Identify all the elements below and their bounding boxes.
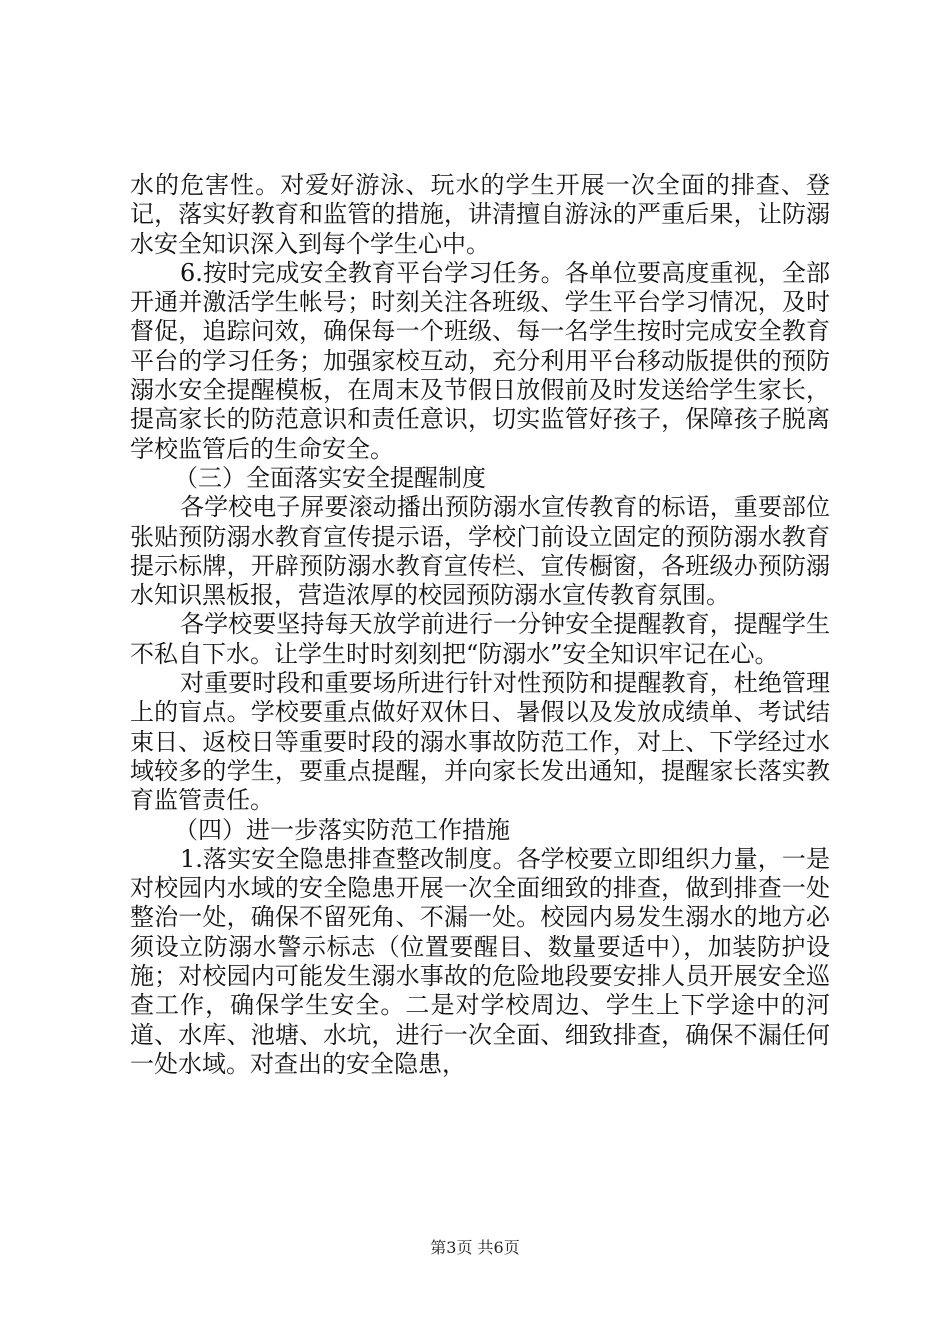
paragraph-item-1: 1.落实安全隐患排查整改制度。各学校要立即组织力量，一是对校园内水域的安全隐患开展一次全面细致的排查，做到排查一处整治一处，确保不留死角、不漏一处。校园内易发生溺水的地方必须设立防溺水警示标志（位置要醒目、数量要适中），加装防护设施；对校园内可能发生溺水事故的危险地段要安排人员开展安全巡查工作，确保学生安全。二是对学校周边、学生上下学途中的河道、水库、池塘、水坑，进行一次全面、细致排查，确保不漏任何一处水域。对查出的安全隐患， xyxy=(130,844,830,1078)
paragraph-daily-reminder: 各学校要坚持每天放学前进行一分钟安全提醒教育，提醒学生不私自下水。让学生时时刻刻把“防溺水”安全知识牢记在心。 xyxy=(130,610,830,668)
document-body xyxy=(130,171,830,1079)
page-number: 第3页 共6页 xyxy=(430,1238,520,1257)
section-heading-4: （四）进一步落实防范工作措施 xyxy=(174,815,510,844)
section-heading-3: （三）全面落实安全提醒制度 xyxy=(174,463,486,492)
paragraph-screen-slogans: 各学校电子屏要滚动播出预防溺水宣传教育的标语，重要部位张贴预防溺水教育宣传提示语，学校门前设立固定的预防溺水教育提示标牌，开辟预防溺水教育宣传栏、宣传橱窗，各班级办预防溺水知识黑板报，营造浓厚的校园预防溺水宣传教育氛围。 xyxy=(130,493,830,610)
paragraph-key-periods: 对重要时段和重要场所进行针对性预防和提醒教育，杜绝管理上的盲点。学校要重点做好双休日、暑假以及发放成绩单、考试结束日、返校日等重要时段的溺水事故防范工作，对上、下学经过水域较多的学生，要重点提醒，并向家长发出通知，提醒家长落实教育监管责任。 xyxy=(130,669,830,815)
paragraph-item-6: 6.按时完成安全教育平台学习任务。各单位要高度重视，全部开通并激活学生帐号；时刻关注各班级、学生平台学习情况，及时督促，追踪问效，确保每一个班级、每一名学生按时完成安全教育平台的学习任务；加强家校互动，充分利用平台移动版提供的预防溺水安全提醒模板，在周末及节假日放假前及时发送给学生家长，提高家长的防范意识和责任意识，切实监管好孩子，保障孩子脱离学校监管后的生命安全。 xyxy=(130,258,830,463)
paragraph-continuation: 水的危害性。对爱好游泳、玩水的学生开展一次全面的排查、登记，落实好教育和监管的措施，讲清擅自游泳的严重后果，让防溺水安全知识深入到每个学生心中。 xyxy=(130,171,830,258)
